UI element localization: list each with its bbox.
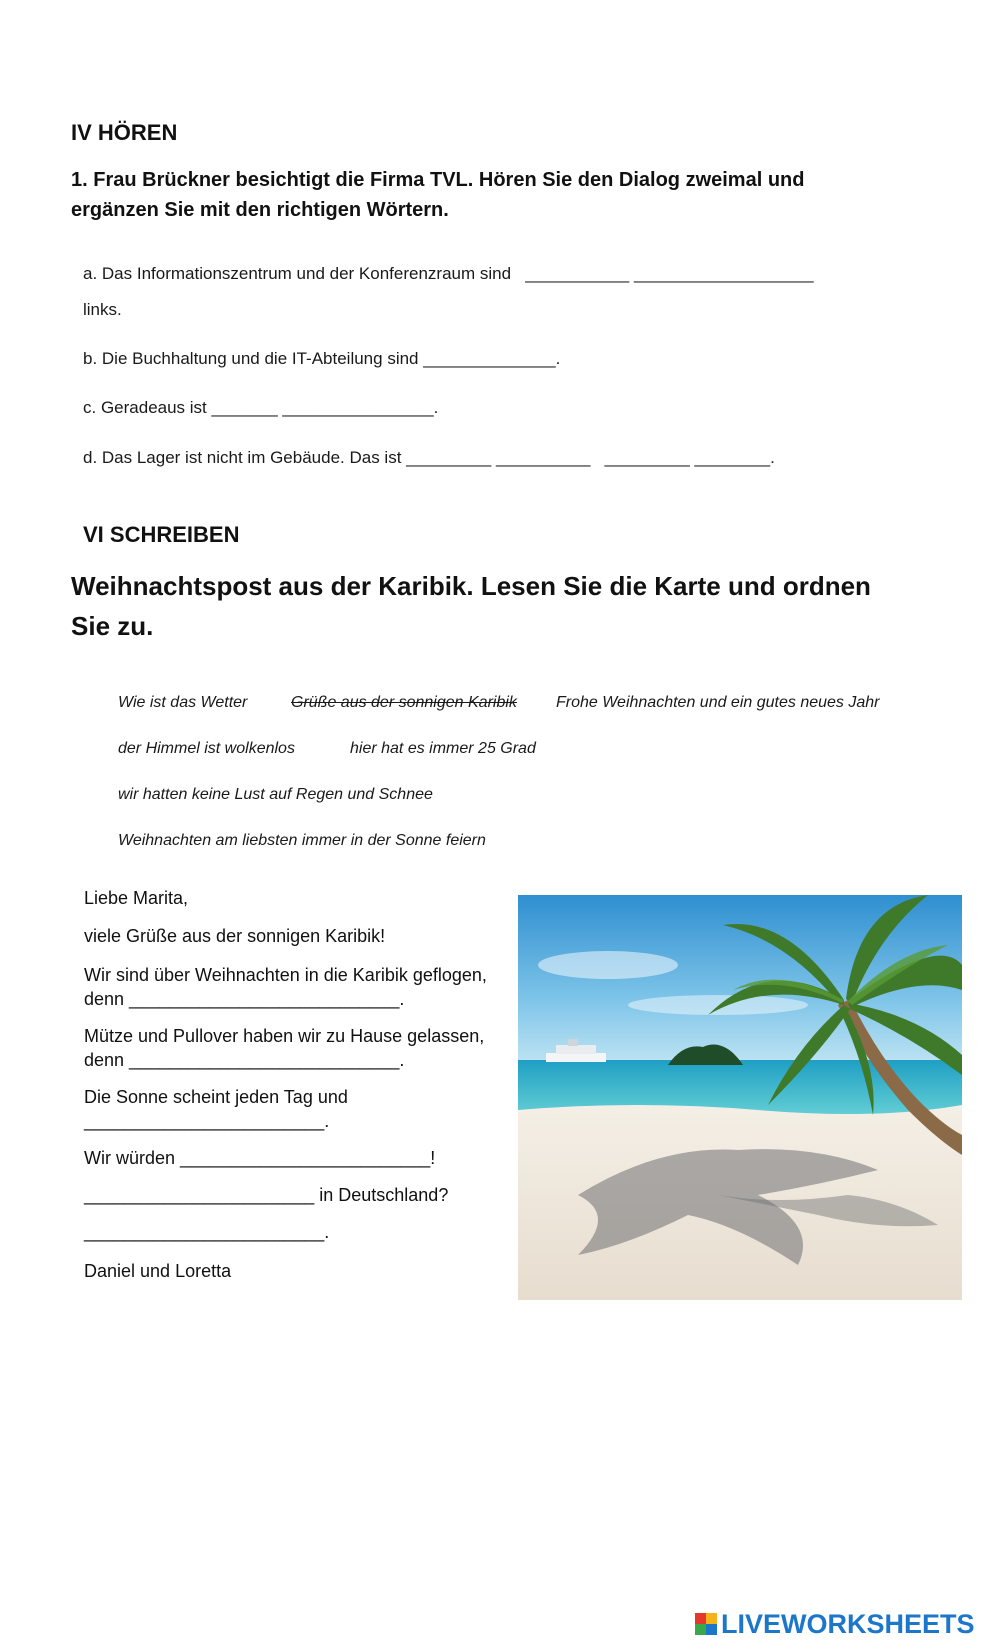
letter-blank-line: ________________________.: [84, 1222, 330, 1242]
letter-line: Wir sind über Weihnachten in die Karibik geflogen,: [84, 965, 487, 985]
letter-line: Mütze und Pullover haben wir zu Hause gelassen,: [84, 1026, 485, 1046]
liveworksheets-logo-text: LIVEWORKSHEETS: [721, 1608, 975, 1639]
word-bank-item: hier hat es immer 25 Grad: [350, 740, 536, 757]
letter-blank-line: denn ___________________________.: [84, 989, 405, 1009]
writing-task-title: Weihnachtspost aus der Karibik. Lesen Sie die Karte und ordnen Sie zu.: [71, 571, 871, 641]
letter-blank-line: ________________________.: [84, 1111, 330, 1131]
word-bank-item-used: Grüße aus der sonnigen Karibik: [291, 694, 517, 711]
letter-line: _______________________ in Deutschland?: [84, 1185, 449, 1205]
word-bank-item: der Himmel ist wolkenlos: [118, 740, 295, 757]
letter-blank-line: denn ___________________________.: [84, 1050, 405, 1070]
logo-square-green: [695, 1624, 706, 1635]
letter-signature: Daniel und Loretta: [84, 1261, 232, 1281]
section-heading-schreiben: VI SCHREIBEN: [83, 522, 240, 547]
exercise-item-a: a. Das Informationszentrum und der Konferenzraum sind ___________ ___________________: [83, 264, 814, 283]
letter-line: Die Sonne scheint jeden Tag und: [84, 1087, 348, 1107]
exercise-item-a-continued: links.: [83, 300, 122, 319]
logo-square-yellow: [706, 1613, 717, 1624]
beach-palm-photo: [518, 895, 962, 1300]
word-bank-item: wir hatten keine Lust auf Regen und Schnee: [118, 786, 433, 803]
word-bank-item: Weihnachten am liebsten immer in der Sonne feiern: [118, 832, 486, 849]
logo-square-blue: [706, 1624, 717, 1635]
logo-square-red: [695, 1613, 706, 1624]
letter-salutation: Liebe Marita,: [84, 888, 189, 908]
word-bank-item: Frohe Weihnachten und ein gutes neues Jahr: [556, 694, 880, 711]
exercise-item-b: b. Die Buchhaltung und die IT-Abteilung sind ______________.: [83, 349, 561, 368]
liveworksheets-logo: [695, 1608, 975, 1640]
section-heading-horen: IV HÖREN: [71, 120, 178, 145]
letter-line: Wir würden _________________________!: [84, 1148, 436, 1168]
exercise-item-c: c. Geradeaus ist _______ ________________.: [83, 398, 439, 417]
letter-line: viele Grüße aus der sonnigen Karibik!: [84, 926, 386, 946]
liveworksheets-logo-icon: [695, 1613, 717, 1635]
listening-task-title: 1. Frau Brückner besichtigt die Firma TVL. Hören Sie den Dialog zweimal und ergänzen Sie mit den richtigen Wörtern.: [71, 169, 805, 221]
word-bank-item: Wie ist das Wetter: [118, 694, 248, 711]
exercise-item-d: d. Das Lager ist nicht im Gebäude. Das ist _________ __________ _________ ________.: [83, 448, 775, 467]
